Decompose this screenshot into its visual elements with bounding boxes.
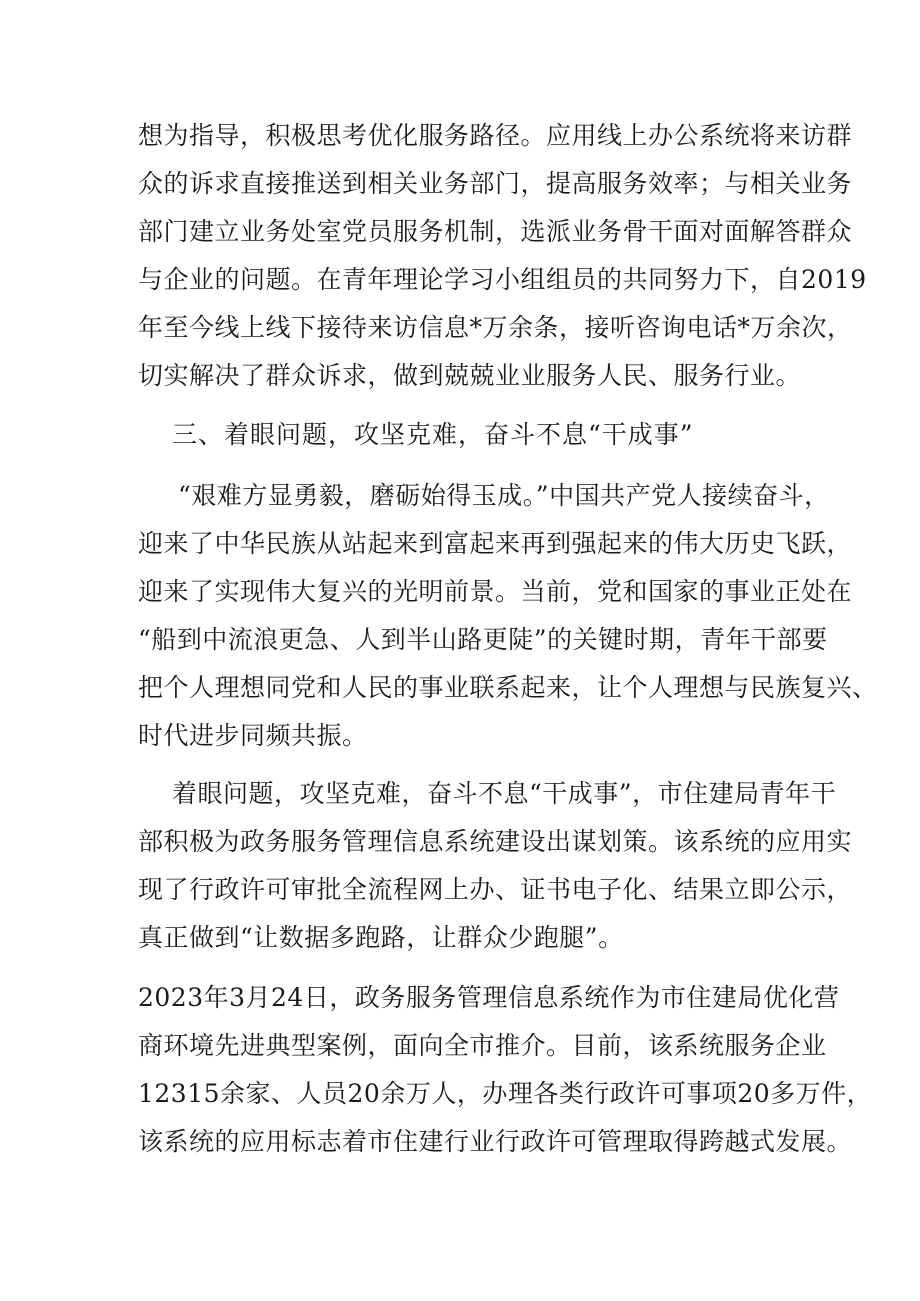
paragraph-5-line-2: 商环境先进典型案例，面向全市推介。目前，该系统服务企业: [138, 1031, 827, 1060]
paragraph-1-line-4: 与企业的问题。在青年理论学习小组组员的共同努力下，自2019: [138, 265, 867, 294]
paragraph-1-line-1: 想为指导，积极思考优化服务路径。应用线上办公系统将来访群: [138, 121, 853, 150]
paragraph-4-line-3: 现了行政许可审批全流程网上办、证书电子化、结果立即公示，: [138, 875, 853, 904]
paragraph-3-line-4: “船到中流浪更急、人到半山路更陡”的关键时期，青年干部要: [138, 625, 828, 654]
paragraph-5-line-3: 12315余家、人员20余万人，办理各类行政许可事项20多万件，: [138, 1079, 873, 1108]
paragraph-3-line-6: 时代进步同频共振。: [138, 721, 368, 750]
paragraph-3-line-1: “艰难方显勇毅，磨砺始得玉成。”中国共产党人接续奋斗，: [178, 481, 830, 510]
paragraph-3-line-3: 迎来了实现伟大复兴的光明前景。当前，党和国家的事业正处在: [138, 577, 853, 606]
paragraph-3-line-5: 把个人理想同党和人民的事业联系起来，让个人理想与民族复兴、: [138, 673, 878, 702]
paragraph-1-line-6: 切实解决了群众诉求，做到兢兢业业服务人民、服务行业。: [138, 361, 802, 390]
paragraph-5-line-1: 2023年3月24日，政务服务管理信息系统作为市住建局优化营: [138, 983, 840, 1012]
paragraph-4-line-1: 着眼问题，攻坚克难，奋斗不息“干成事”，市住建局青年干: [172, 779, 837, 808]
paragraph-3-line-2: 迎来了中华民族从站起来到富起来再到强起来的伟大历史飞跃，: [138, 529, 853, 558]
paragraph-4-line-2: 部积极为政务服务管理信息系统建设出谋划策。该系统的应用实: [138, 827, 853, 856]
paragraph-4-line-4: 真正做到“让数据多跑路，让群众少跑腿”。: [138, 923, 624, 952]
paragraph-5-line-4: 该系统的应用标志着市住建行业行政许可管理取得跨越式发展。: [138, 1127, 853, 1156]
paragraph-1-line-3: 部门建立业务处室党员服务机制，选派业务骨干面对面解答群众: [138, 217, 853, 246]
section-heading: 三、着眼问题，攻坚克难，奋斗不息“干成事”: [172, 420, 694, 449]
paragraph-1-line-2: 众的诉求直接推送到相关业务部门，提高服务效率；与相关业务: [138, 169, 853, 198]
paragraph-1-line-5: 年至今线上线下接待来访信息*万余条，接听咨询电话*万余次，: [138, 313, 853, 342]
